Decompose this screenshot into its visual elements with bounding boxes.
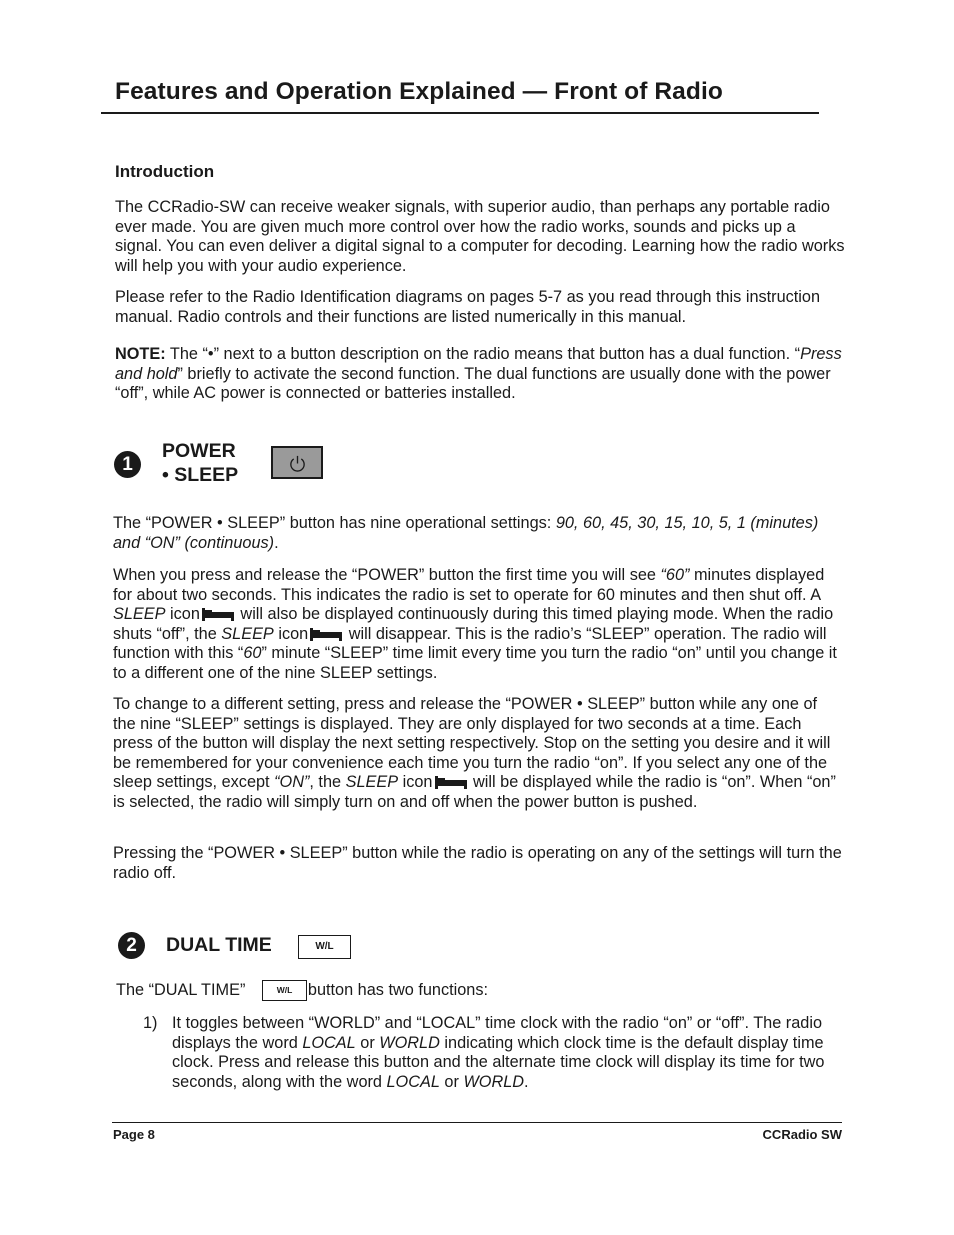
text: It toggles between “WORLD” and “LOCAL” time clock with the radio “on” or “off”. The radio displays the word: [172, 1014, 823, 1052]
text: ” minute “SLEEP” time limit every time you turn the radio “on” until you change it to a different one of the nine SLEEP settings.: [113, 644, 837, 682]
power-settings-paragraph: [113, 514, 843, 553]
text: will disappear. This is the radio’s “SLEEP” operation. The radio will function with this “: [113, 624, 827, 663]
change-setting-paragraph: [113, 695, 843, 813]
list-item-number: 1): [143, 1014, 158, 1032]
text: indicating which clock time is the default display time clock. Press and release this button and the alternate time clock will display its time for two seconds, along with the word: [172, 1033, 825, 1091]
text: icon: [165, 605, 200, 624]
note-paragraph: [115, 345, 845, 404]
italic-text: “ON”: [274, 773, 310, 792]
italic-text: SLEEP: [113, 605, 166, 624]
page-title: Features and Operation Explained — Front of Radio: [115, 78, 723, 105]
text: .: [524, 1072, 529, 1091]
text: icon: [398, 773, 433, 792]
title-rule: [101, 112, 819, 114]
text: The “POWER • SLEEP” button has nine operational settings:: [113, 514, 556, 532]
note-label: NOTE:: [115, 345, 166, 363]
settings-list: 90, 60, 45, 30, 15, 10, 5, 1 (minutes) and “ON” (continuous): [113, 514, 819, 552]
reference-paragraph: Please refer to the Radio Identification diagrams on pages 5-7 as you read through this instruction manual. Radio controls and their functions are listed numerically in this manual.: [115, 288, 821, 326]
text: minutes displayed for about two seconds. This indicates the radio is set to operate for 60 minutes and then shut off. A: [113, 566, 825, 604]
text: .: [274, 533, 279, 552]
intro-paragraph: The CCRadio-SW can receive weaker signals, with superior audio, than perhaps any portable radio ever made. You are given much more control over how the radio works, sounds and picks up a signal. You can even deliver a digital signal to a computer for decoding. Learning how the radio works will help you with your audio experience.: [115, 198, 845, 275]
italic-text: SLEEP: [345, 773, 399, 792]
note-text: The “•” next to a button description on the radio means that button has a dual function. “: [165, 345, 801, 363]
text: When you press and release the “POWER” button the first time you will see: [113, 566, 661, 584]
italic-text: LOCAL: [302, 1033, 356, 1052]
sleep-heading: • SLEEP: [162, 464, 239, 486]
text: The “DUAL TIME”: [116, 981, 250, 999]
sleep-bed-icon: [435, 775, 467, 790]
italic-text: SLEEP: [221, 624, 274, 643]
product-name: CCRadio SW: [762, 1127, 842, 1142]
text: will be displayed while the radio is “on”. When “on” is selected, the radio will simply turn on and off when the power button is pushed.: [113, 773, 836, 811]
sleep-bed-icon: [202, 607, 234, 622]
note-text-end: ” briefly to activate the second function. The dual functions are usually done with the power “off”, while AC power is connected or batteries installed.: [115, 364, 831, 403]
dual-time-heading: DUAL TIME: [166, 934, 272, 956]
italic-text: WORLD: [379, 1033, 440, 1052]
text: will also be displayed continuously during this timed playing mode. When the radio shuts “off”, the: [113, 605, 834, 643]
text: or: [355, 1033, 380, 1052]
section-number-2: 2: [118, 932, 145, 959]
power-operation-paragraph: [113, 566, 843, 684]
text: or: [439, 1072, 464, 1091]
section-number-1: 1: [114, 451, 141, 478]
note-italic: Press and hold: [115, 345, 842, 383]
italic-text: 60: [243, 644, 262, 663]
italic-text: LOCAL: [386, 1072, 440, 1091]
footer-rule: [112, 1122, 842, 1123]
list-item-text: [172, 1014, 832, 1092]
wl-button-inline-image: W/L: [262, 980, 307, 1001]
sleep-bed-icon: [310, 627, 342, 642]
intro-heading: Introduction: [115, 162, 215, 181]
dual-time-intro: [116, 981, 836, 1001]
power-heading: POWER: [162, 440, 236, 462]
text: button has two functions:: [307, 981, 489, 999]
italic-text: WORLD: [463, 1072, 525, 1091]
text: icon: [273, 624, 309, 643]
power-sleep-button-image: [271, 446, 323, 479]
wl-button-image: W/L: [298, 935, 351, 959]
turn-off-paragraph: Pressing the “POWER • SLEEP” button while the radio is operating on any of the settings will turn the radio off.: [113, 844, 842, 882]
text: To change to a different setting, press and release the “POWER • SLEEP” button while any one of the nine “SLEEP” settings is displayed. They are only displayed for two seconds at a time. Each press of the button will display the next setting respectively. Stop on the setting you desire and it will be remembered for your convenience each time you turn the radio “on”. If you select any one of the sleep settings, except: [113, 695, 831, 792]
page-number: Page 8: [113, 1127, 155, 1142]
power-symbol-icon: [288, 454, 307, 473]
italic-text: “60”: [660, 566, 690, 584]
text: , the: [309, 773, 346, 792]
